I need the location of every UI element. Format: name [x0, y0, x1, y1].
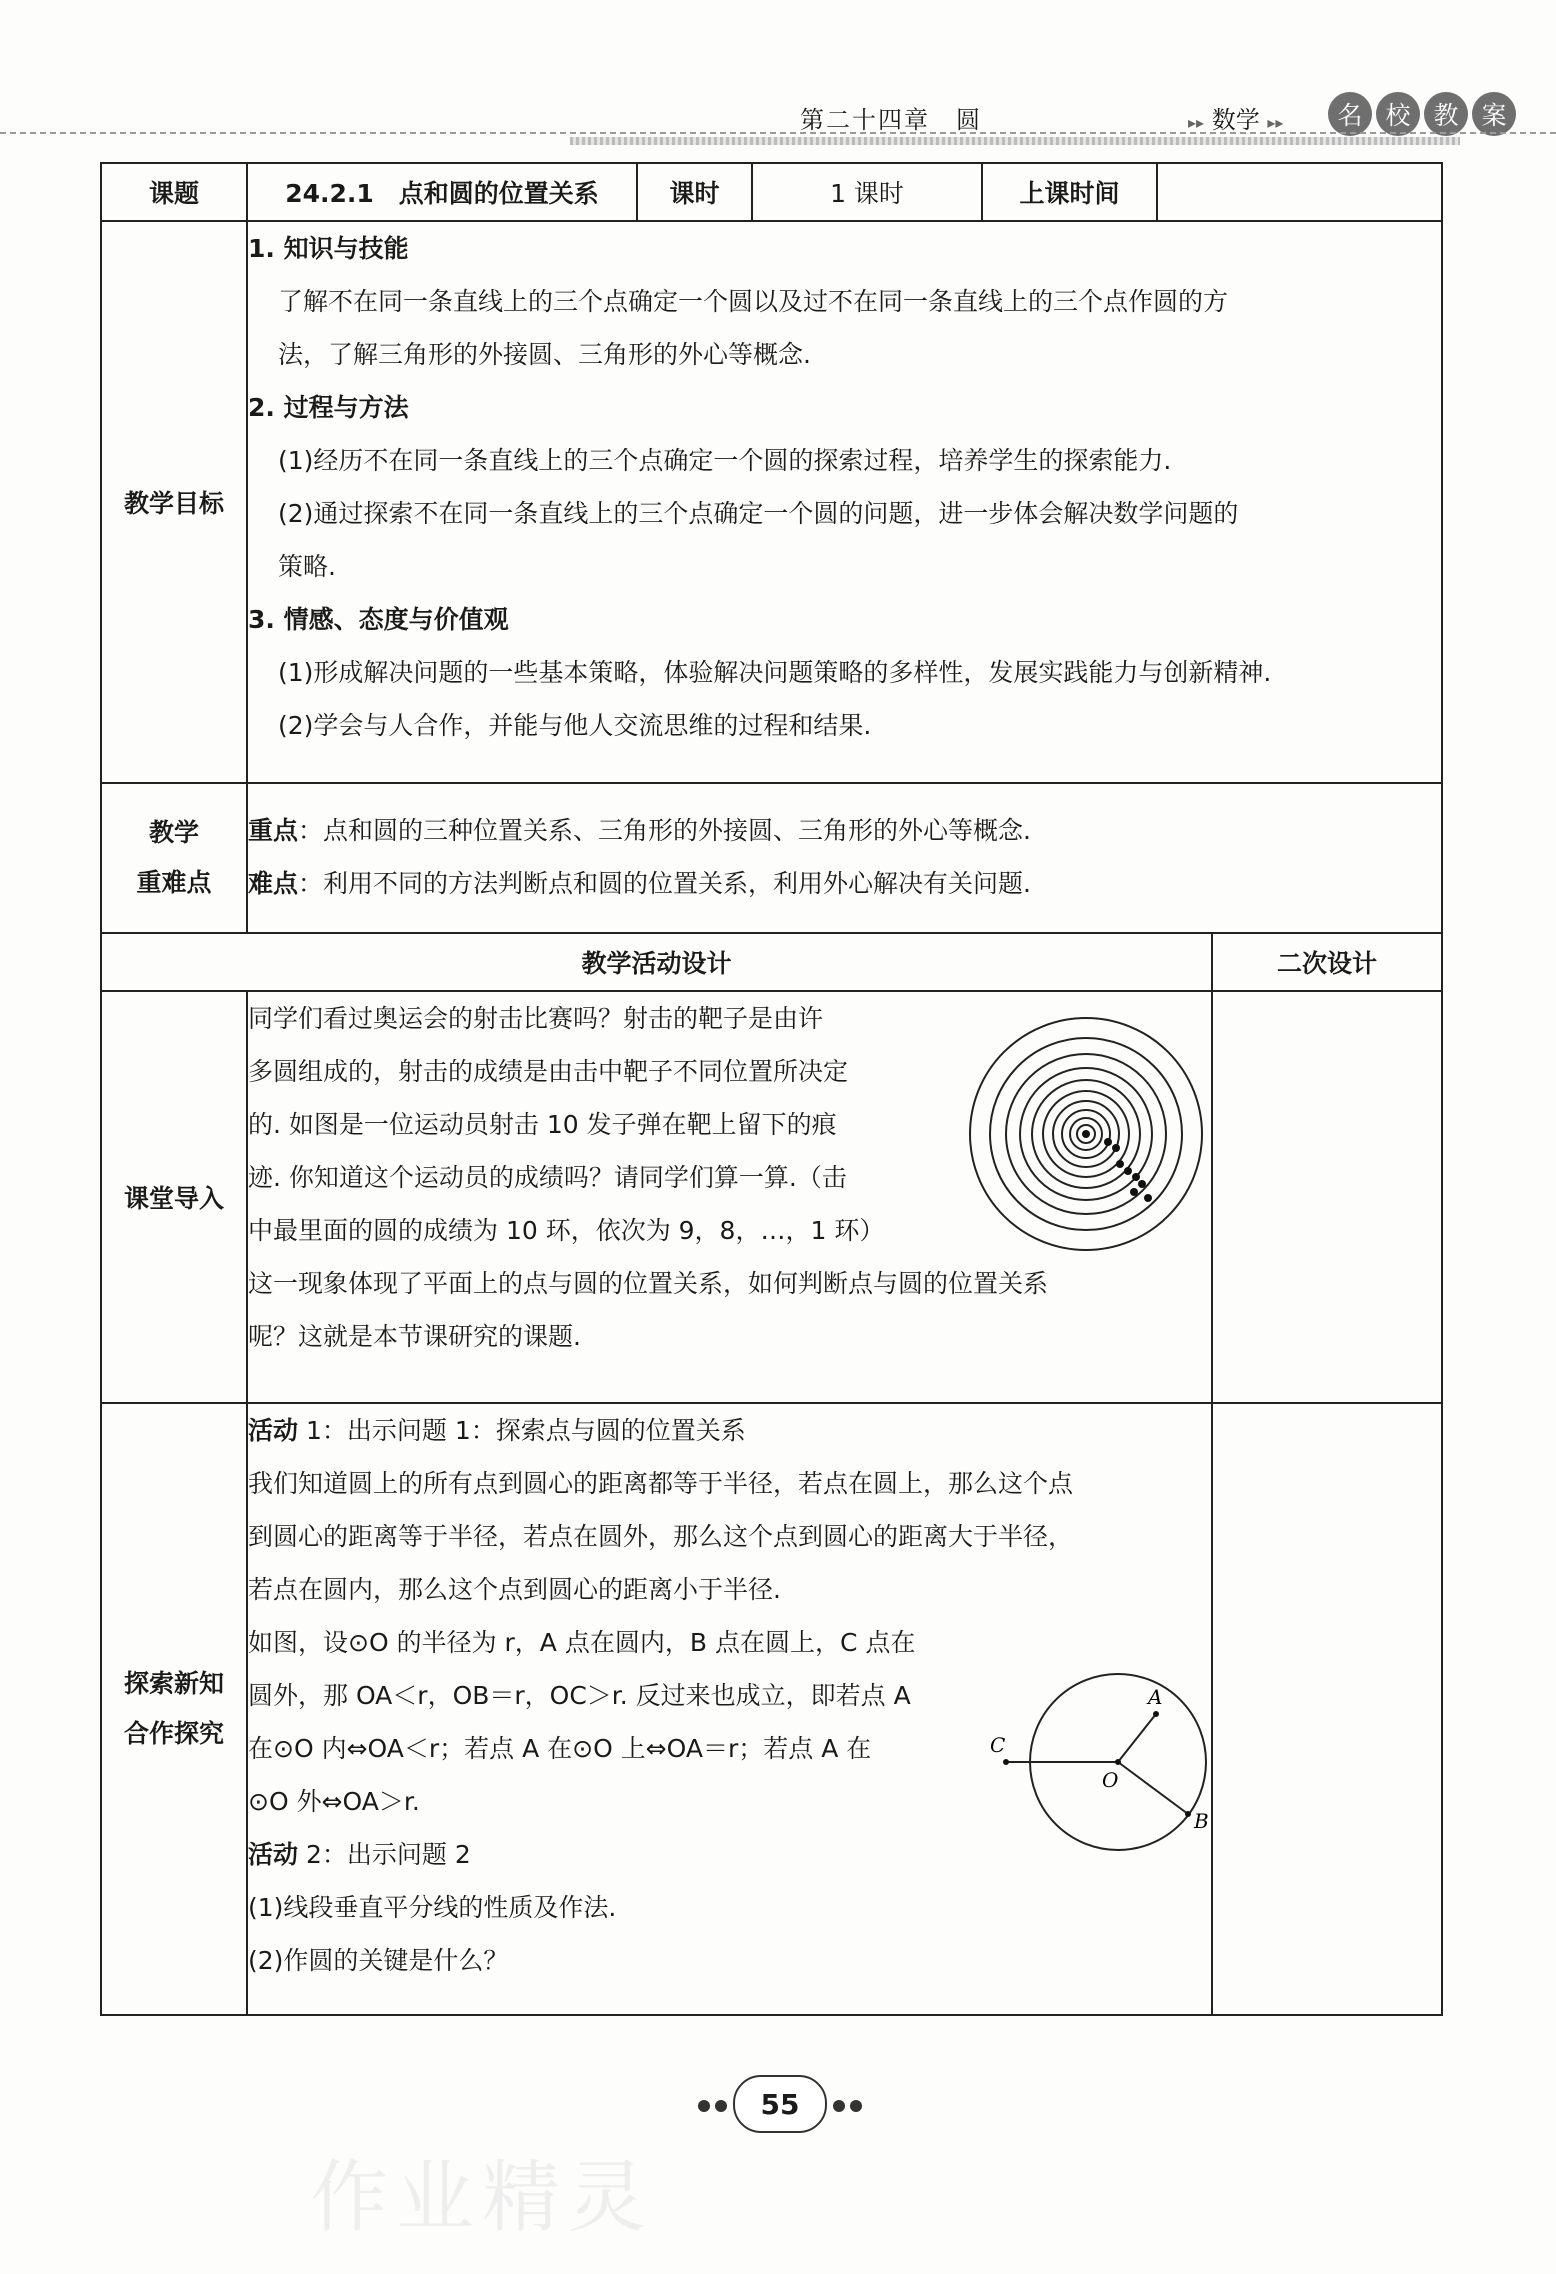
intro-line: 的. 如图是一位运动员射击 10 发子弹在靶上留下的痕 [248, 1110, 837, 1139]
point-circle-figure [988, 1662, 1228, 1862]
explore-line: 在⊙O 内⇔OA＜r；若点 A 在⊙O 上⇔OA＝r；若点 A 在 [248, 1734, 872, 1763]
explore-row [101, 1403, 1442, 2015]
intro-line: 迹. 你知道这个运动员的成绩吗？请同学们算一算.（击 [248, 1163, 847, 1192]
intro-label: 课堂导入 [101, 991, 247, 1403]
decor-dot [850, 2100, 862, 2112]
goals-content [247, 221, 1442, 783]
explore-text-block [248, 1616, 953, 1828]
arrow-icon: ▸▸ [1188, 113, 1205, 132]
explore-label-line: 探索新知 [123, 1669, 224, 1698]
header-bar [570, 137, 1460, 145]
keypoints-label-line: 教学 [148, 818, 199, 847]
brand-char: 教 [1424, 92, 1468, 136]
decor-dot [833, 2100, 845, 2112]
goals-text: (2)学会与人合作，并能与他人交流思维的过程和结果. [278, 711, 872, 740]
design-header-row [101, 933, 1442, 991]
goals-row [101, 221, 1442, 783]
page-number [670, 2070, 890, 2140]
topic-value: 24.2.1 点和圆的位置关系 [247, 163, 637, 221]
class-time-label: 上课时间 [982, 163, 1157, 221]
explore-wrap [248, 1404, 1211, 1987]
intro-line: 呢？这就是本节课研究的课题. [248, 1322, 581, 1351]
explore-label [101, 1403, 247, 2015]
activity-label: 活动 [248, 1416, 299, 1445]
keypoints-row [101, 783, 1442, 933]
decor-dot [715, 2100, 727, 2112]
brand-char: 案 [1472, 92, 1516, 136]
label-o: O [1102, 1768, 1119, 1792]
lesson-plan-table [100, 162, 1443, 2016]
page-number-badge: 55 [733, 2075, 827, 2133]
goals-text: (2)通过探索不在同一条直线上的三个点确定一个圆的问题，进一步体会解决数学问题的 [278, 499, 1239, 528]
topic-label: 课题 [101, 163, 247, 221]
difficult-point-label: 难点 [248, 869, 299, 898]
intro-content [247, 991, 1212, 1403]
explore-line: 我们知道圆上的所有点到圆心的距离都等于半径，若点在圆上，那么这个点 [248, 1469, 1074, 1498]
activity-label: 活动 [248, 1840, 299, 1869]
goals-text: 了解不在同一条直线上的三个点确定一个圆以及过不在同一条直线上的三个点作圆的方 [278, 287, 1229, 316]
topic-row [101, 163, 1442, 221]
hours-value: 1 课时 [752, 163, 982, 221]
arrow-icon: ▸▸ [1267, 113, 1284, 132]
key-point-text: ：点和圆的三种位置关系、三角形的外接圆、三角形的外心等概念. [298, 816, 1031, 845]
intro-wrap [248, 992, 1211, 1363]
explore-line: 圆外，那 OA＜r，OB＝r，OC＞r. 反过来也成立，即若点 A [248, 1681, 911, 1710]
explore-line: 到圆心的距离等于半径，若点在圆外，那么这个点到圆心的距离大于半径， [248, 1522, 1074, 1551]
header-divider [0, 132, 1556, 134]
chapter-title: 第二十四章 圆 [800, 106, 982, 134]
intro-text-block [248, 992, 938, 1257]
subject-text: 数学 [1211, 106, 1260, 134]
shooting-target-figure [966, 1014, 1206, 1254]
intro-second-design [1212, 991, 1442, 1403]
explore-line: (1)线段垂直平分线的性质及作法. [248, 1893, 617, 1922]
second-design-header: 二次设计 [1212, 933, 1442, 991]
subject-label [1188, 100, 1283, 135]
explore-line: 如图，设⊙O 的半径为 r，A 点在圆内，B 点在圆上，C 点在 [248, 1628, 916, 1657]
hours-label: 课时 [637, 163, 752, 221]
explore-content [247, 1403, 1212, 2015]
difficult-point-text: ：利用不同的方法判断点和圆的位置关系，利用外心解决有关问题. [298, 869, 1031, 898]
goals-text: 策略. [278, 552, 336, 581]
intro-line: 同学们看过奥运会的射击比赛吗？射击的靶子是由许 [248, 1004, 824, 1033]
explore-label-line: 合作探究 [123, 1719, 224, 1748]
label-c: C [990, 1733, 1006, 1757]
activity-1-title [248, 1404, 1211, 1457]
intro-row [101, 991, 1442, 1403]
activity-design-header: 教学活动设计 [101, 933, 1212, 991]
brand-char: 名 [1328, 92, 1372, 136]
key-point [248, 804, 1441, 857]
key-point-label: 重点 [248, 816, 299, 845]
brand-char: 校 [1376, 92, 1420, 136]
intro-line: 中最里面的圆的成绩为 10 环，依次为 9，8，…，1 环） [248, 1216, 885, 1245]
label-a: A [1148, 1685, 1163, 1709]
keypoints-content [247, 783, 1442, 933]
explore-line: 若点在圆内，那么这个点到圆心的距离小于半径. [248, 1575, 781, 1604]
explore-line: (2)作圆的关键是什么？ [248, 1946, 509, 1975]
goals-text: (1)经历不在同一条直线上的三个点确定一个圆的探索过程，培养学生的探索能力. [278, 446, 1172, 475]
activity-text: 1：出示问题 1：探索点与圆的位置关系 [298, 1416, 746, 1445]
page-header [0, 0, 1556, 150]
goals-section-title: 2. 过程与方法 [248, 393, 409, 422]
activity-text: 2：出示问题 2 [298, 1840, 471, 1869]
keypoints-label-line: 重难点 [136, 868, 212, 897]
goals-section-title: 3. 情感、态度与价值观 [248, 605, 509, 634]
intro-line: 这一现象体现了平面上的点与圆的位置关系，如何判断点与圆的位置关系 [248, 1269, 1049, 1298]
class-time-value [1157, 163, 1442, 221]
keypoints-label [101, 783, 247, 933]
intro-line: 多圆组成的，射击的成绩是由击中靶子不同位置所决定 [248, 1057, 849, 1086]
watermark: 作业精灵 [310, 2153, 655, 2243]
goals-section-title: 1. 知识与技能 [248, 234, 409, 263]
label-b: B [1194, 1809, 1209, 1833]
difficult-point [248, 857, 1441, 910]
explore-second-design [1212, 1403, 1442, 2015]
goals-text: 法，了解三角形的外接圆、三角形的外心等概念. [278, 340, 811, 369]
goals-label: 教学目标 [101, 221, 247, 783]
goals-text: (1)形成解决问题的一些基本策略，体验解决问题策略的多样性，发展实践能力与创新精神. [278, 658, 1272, 687]
explore-line: ⊙O 外⇔OA＞r. [248, 1787, 420, 1816]
brand-logo [1328, 92, 1516, 136]
decor-dot [698, 2100, 710, 2112]
